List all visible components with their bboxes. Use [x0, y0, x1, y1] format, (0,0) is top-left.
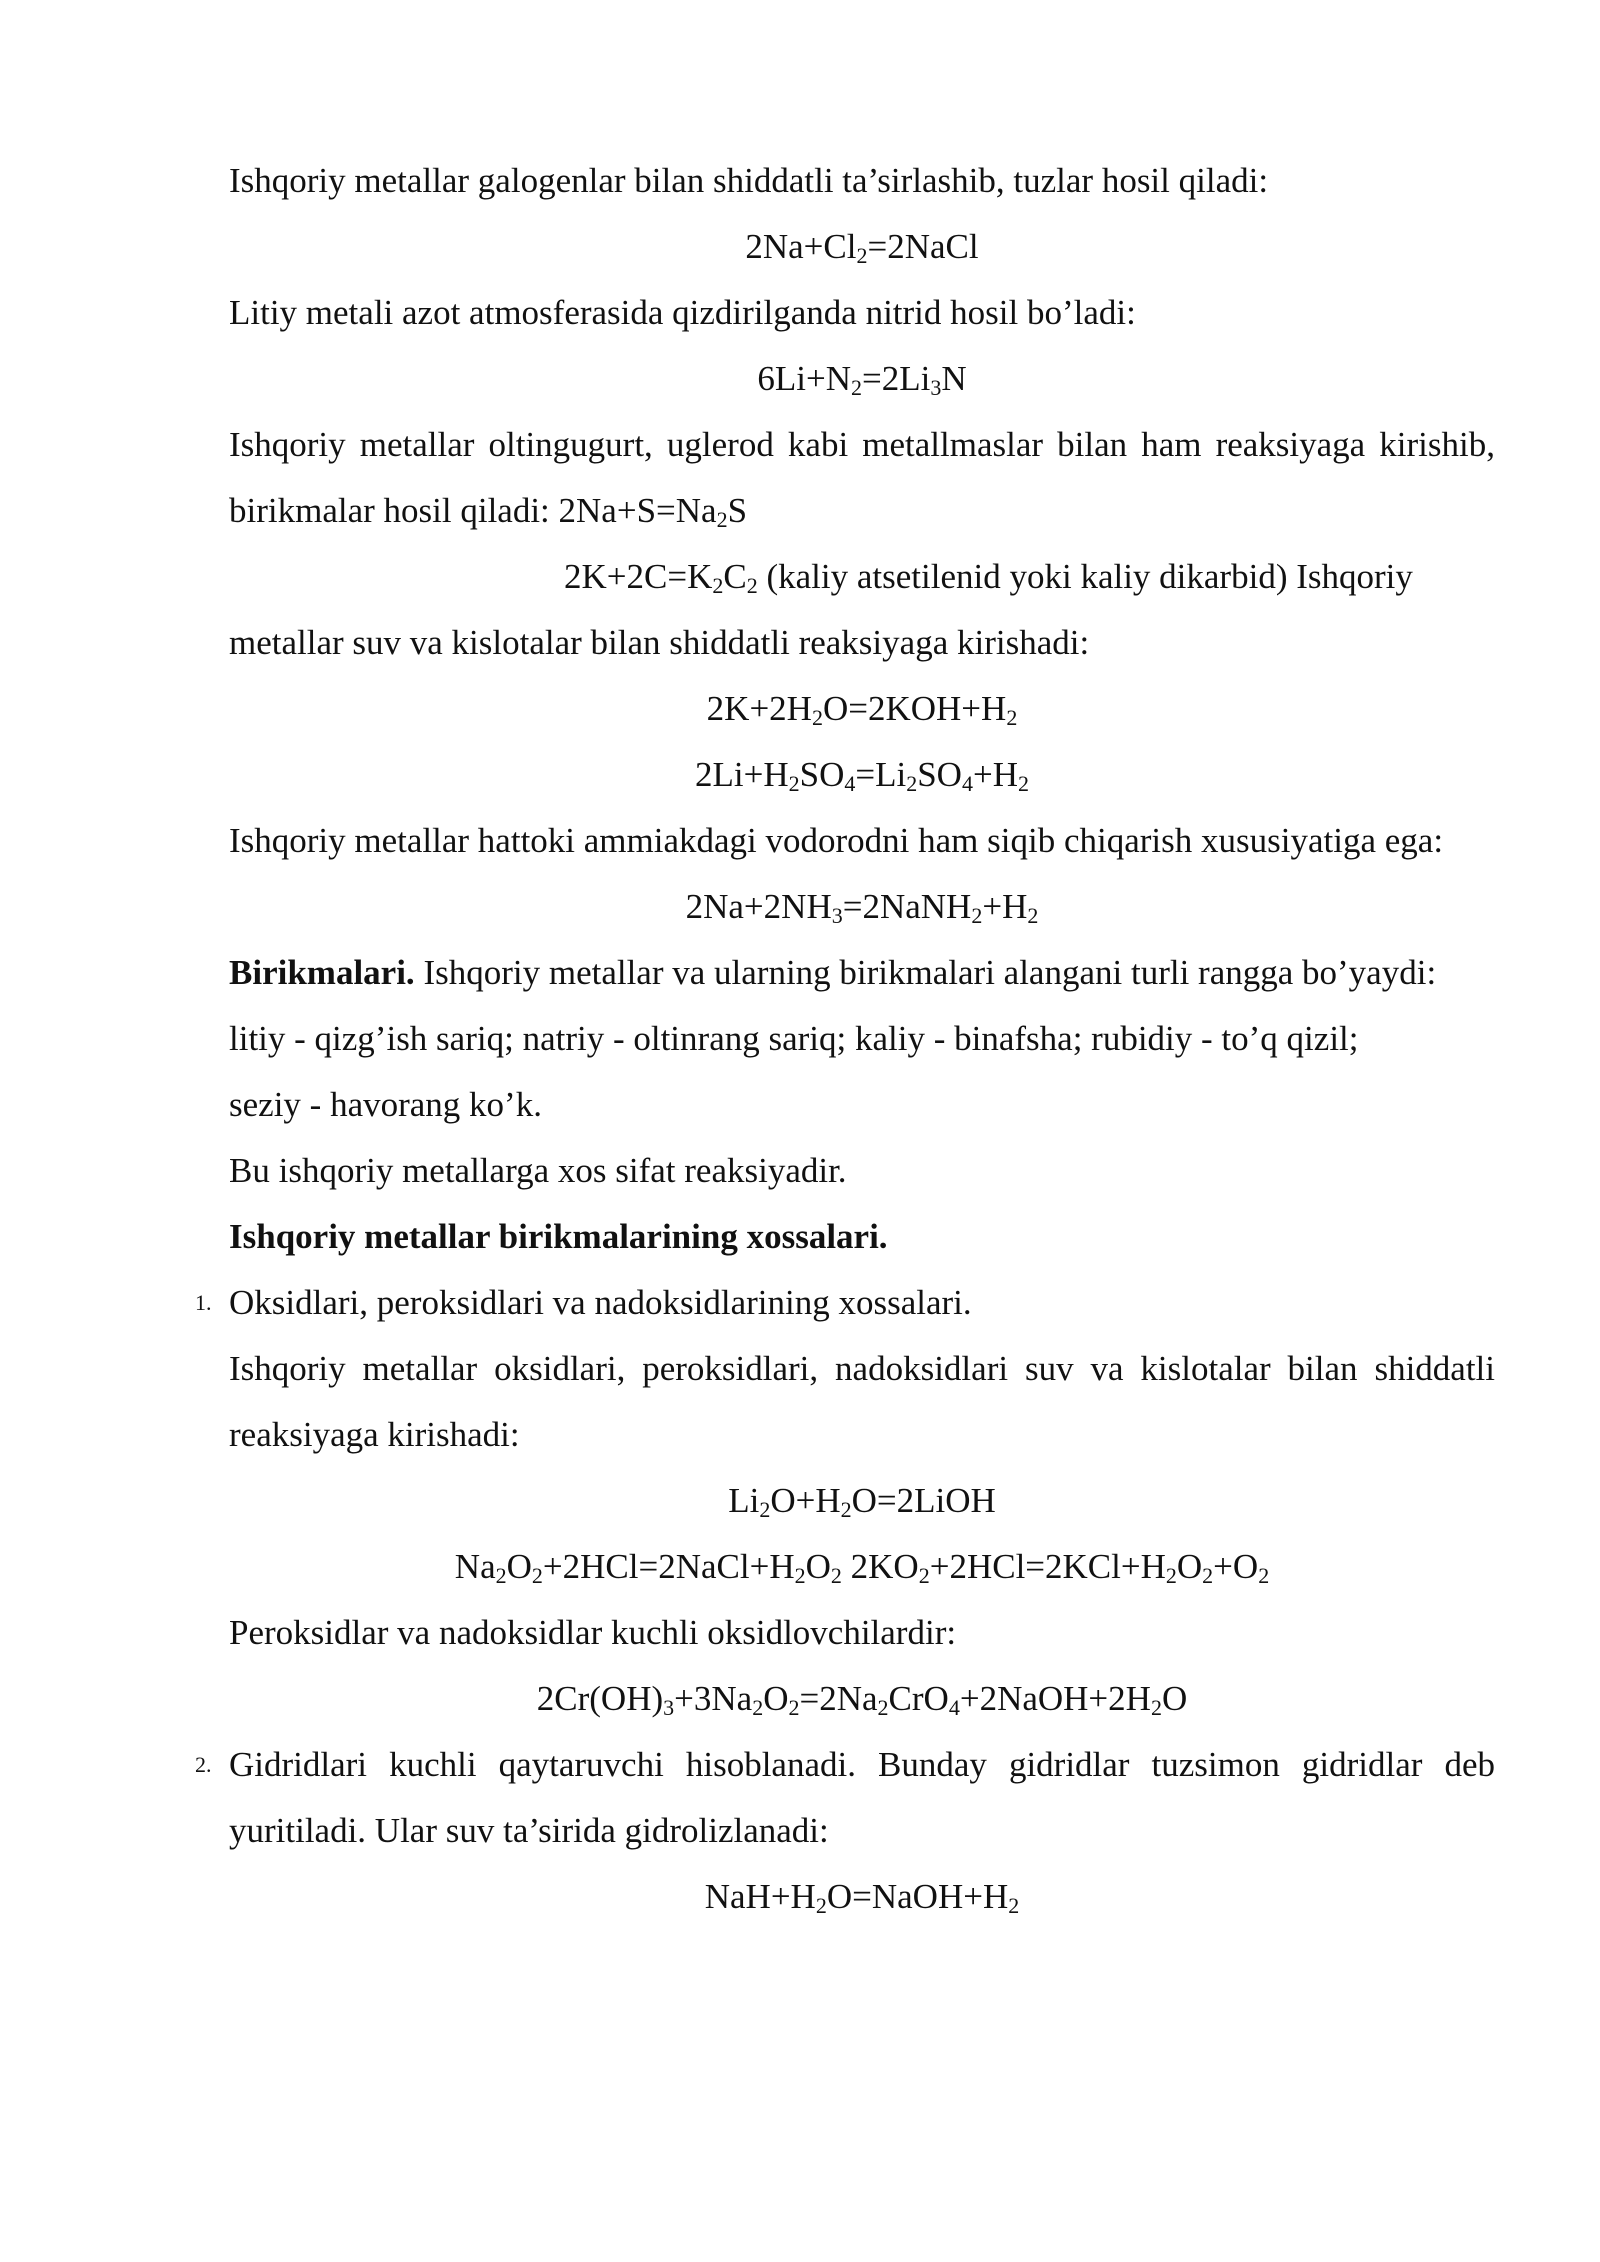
formula-subscript: 2 [1165, 1563, 1177, 1588]
formula-text: O+H [770, 1481, 841, 1520]
paragraph-flame-color [229, 940, 1495, 1006]
formula-subscript: 2 [752, 1695, 764, 1720]
formula-text: 2K+2H [706, 689, 812, 728]
equation-lithium-nitrogen [229, 346, 1495, 412]
formula-subscript: 2 [1150, 1695, 1162, 1720]
equation-chromium-hydroxide-peroxide [229, 1666, 1495, 1732]
formula-text: Li [728, 1481, 760, 1520]
formula-text: +2NaOH+2H [959, 1679, 1151, 1718]
formula-subscript: 2 [759, 1497, 771, 1522]
equation-potassium-water [229, 676, 1495, 742]
formula-text: Na [454, 1547, 496, 1586]
formula-text: =2NaCl [867, 227, 979, 266]
formula-text: 2Cr(OH) [536, 1679, 664, 1718]
formula-text: NaH+H [704, 1877, 816, 1916]
formula-text: O [1161, 1679, 1188, 1718]
equation-lithium-sulfuric-acid [229, 742, 1495, 808]
formula-subscript: 2 [1258, 1563, 1270, 1588]
formula-text: +3Na [674, 1679, 753, 1718]
formula-text: 2KO [841, 1547, 919, 1586]
formula-text: +O [1213, 1547, 1259, 1586]
formula-subscript: 2 [815, 1893, 827, 1918]
paragraph-halogen-reaction: Ishqoriy metallar galogenlar bilan shiddatli ta’sirlashib, tuzlar hosil qiladi: [229, 161, 1269, 200]
paragraph-ammonia-reaction: Ishqoriy metallar hattoki ammiakdagi vodorodni ham siqib chiqarish xususiyatiga ega: [229, 821, 1444, 860]
formula-text: O=2LiOH [851, 1481, 996, 1520]
formula-text: O [1176, 1547, 1203, 1586]
formula-text: N [941, 359, 967, 398]
paragraph-cesium-color: seziy - havorang ko’k. [229, 1085, 542, 1124]
formula-text: 6Li+N [757, 359, 851, 398]
formula-subscript: 2 [788, 771, 800, 796]
formula-text: =2Li [862, 359, 931, 398]
list-item-oxides [195, 1270, 1495, 1336]
paragraph-qualitative-reaction: Bu ishqoriy metallarga xos sifat reaksiyadir. [229, 1151, 847, 1190]
formula-subscript: 2 [918, 1563, 930, 1588]
equation-peroxide-superoxide-acid [229, 1534, 1495, 1600]
formula-text: 2Li+H [695, 755, 789, 794]
formula-text: +H [982, 887, 1028, 926]
formula-subscript: 4 [948, 1695, 960, 1720]
formula-subscript: 2 [1202, 1563, 1214, 1588]
section-heading-compounds: Ishqoriy metallar birikmalarining xossalari. [229, 1217, 888, 1256]
equation-sodium-ammonia [229, 874, 1495, 940]
formula-text: 2K+2C=K [564, 557, 713, 596]
list-item-oxides-text: Oksidlari, peroksidlari va nadoksidlarining xossalari. [229, 1283, 972, 1322]
formula-subscript: 2 [877, 1695, 889, 1720]
formula-text: +2HCl=2KCl+H [929, 1547, 1166, 1586]
formula-text: =2Na [799, 1679, 878, 1718]
formula-subscript: 2 [495, 1563, 507, 1588]
paragraph-nonmetal-reaction [229, 412, 1495, 544]
formula-text: +2HCl=2NaCl+H [542, 1547, 795, 1586]
paragraph-water-acid-reaction: metallar suv va kislotalar bilan shiddatli reaksiyaga kirishadi: [229, 623, 1090, 662]
equation-lithium-oxide-water [229, 1468, 1495, 1534]
formula-subscript: 4 [961, 771, 973, 796]
formula-subscript: 3 [831, 903, 843, 928]
formula-text: CrO [888, 1679, 949, 1718]
formula-text: SO [799, 755, 845, 794]
formula-subscript: 2 [1017, 771, 1029, 796]
formula-text: O [763, 1679, 789, 1718]
paragraph-flame-colors-list: litiy - qizg’ish sariq; natriy - oltinrang sariq; kaliy - binafsha; rubidiy - to’q qizil; [229, 1019, 1359, 1058]
formula-subscript: 2 [746, 573, 758, 598]
document-page [195, 148, 1495, 1930]
formula-subscript: 2 [830, 1563, 842, 1588]
formula-text: =Li [855, 755, 907, 794]
formula-subscript: 2 [716, 507, 728, 532]
list-item-hydrides [195, 1732, 1495, 1864]
formula-text: (kaliy atsetilenid yoki kaliy dikarbid) Ishqoriy [757, 557, 1413, 596]
paragraph-oxides-reaction: Ishqoriy metallar oksidlari, peroksidlari, nadoksidlari suv va kislotalar bilan shiddatli reaksiyaga kirishadi: [229, 1349, 1495, 1454]
formula-subscript: 2 [531, 1563, 543, 1588]
formula-subscript: 2 [851, 375, 862, 400]
formula-subscript: 2 [840, 1497, 852, 1522]
list-number-1: 1. [195, 1290, 212, 1315]
formula-text: 2Na+2NH [685, 887, 832, 926]
formula-text: O=NaOH+H [826, 1877, 1009, 1916]
paragraph-oxidizers: Peroksidlar va nadoksidlar kuchli oksidlovchilardir: [229, 1613, 957, 1652]
equation-potassium-carbide [229, 544, 1495, 610]
equation-sodium-hydride-water [229, 1864, 1495, 1930]
formula-text: =2NaNH [842, 887, 972, 926]
formula-text: O [506, 1547, 532, 1586]
paragraph-lithium-nitride: Litiy metali azot atmosferasida qizdirilganda nitrid hosil bo’ladi: [229, 293, 1136, 332]
formula-subscript: 3 [663, 1695, 675, 1720]
list-number-2: 2. [195, 1752, 212, 1777]
formula-text: C [723, 557, 747, 596]
formula-subscript: 4 [844, 771, 856, 796]
formula-subscript: 2 [856, 243, 868, 268]
formula-subscript: 2 [1027, 903, 1039, 928]
formula-subscript: 2 [811, 705, 823, 730]
formula-subscript: 2 [1006, 705, 1018, 730]
formula-text: +H [972, 755, 1018, 794]
formula-text: 2Na+Cl [745, 227, 857, 266]
list-item-hydrides-text: Gidridlari kuchli qaytaruvchi hisoblanadi. Bunday gidridlar tuzsimon gidridlar deb yuritiladi. Ular suv ta’sirida gidrolizlanadi: [229, 1745, 1495, 1850]
formula-subscript: 2 [971, 903, 983, 928]
formula-text: SO [917, 755, 962, 794]
formula-text: Ishqoriy metallar oltingugurt, uglerod kabi metallmaslar bilan ham reaksiyaga kirishib, birikmalar hosil qiladi: 2Na+S=Na [229, 425, 1495, 530]
flame-color-text: Ishqoriy metallar va ularning birikmalari alangani turli rangga bo’yaydi: [414, 953, 1437, 992]
heading-birikmalari: Birikmalari. [229, 953, 415, 992]
formula-subscript: 2 [906, 771, 918, 796]
formula-subscript: 2 [794, 1563, 806, 1588]
equation-sodium-chlorine [229, 214, 1495, 280]
formula-subscript: 2 [712, 573, 724, 598]
formula-subscript: 2 [1008, 1893, 1020, 1918]
formula-text: O=2KOH+H [822, 689, 1007, 728]
formula-text: S [727, 491, 748, 530]
formula-subscript: 3 [930, 375, 942, 400]
formula-subscript: 2 [788, 1695, 800, 1720]
formula-text: O [805, 1547, 831, 1586]
